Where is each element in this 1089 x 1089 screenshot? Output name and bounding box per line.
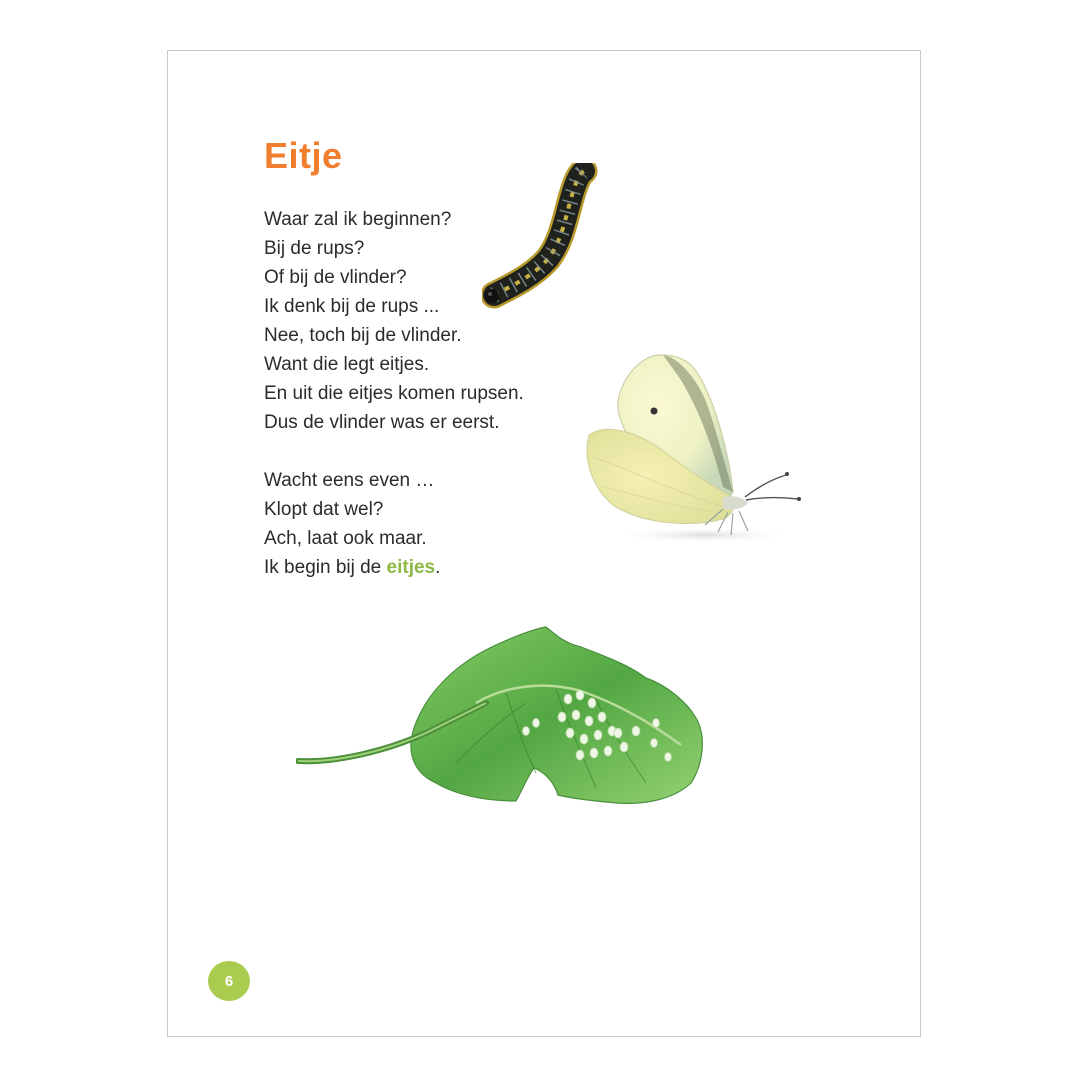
last-line-suffix: . xyxy=(435,557,441,578)
poem-line: Ach, laat ook maar. xyxy=(264,528,427,549)
poem-stanza-2 xyxy=(264,466,584,582)
last-line-prefix: Ik begin bij de xyxy=(264,557,387,578)
poem-line: Ik denk bij de rups ... xyxy=(264,296,440,317)
caterpillar-illustration xyxy=(482,163,612,313)
poem-line: Waar zal ik beginnen? xyxy=(264,209,452,230)
book-page xyxy=(167,50,921,1037)
highlight-word: eitjes xyxy=(386,557,436,578)
poem-last-line xyxy=(264,553,584,582)
poem-line: Nee, toch bij de vlinder. xyxy=(264,325,462,346)
leaf-with-eggs-illustration xyxy=(296,623,711,813)
butterfly-illustration xyxy=(583,347,808,547)
poem-line: Bij de rups? xyxy=(264,238,365,259)
poem-line: Klopt dat wel? xyxy=(264,499,384,520)
page-number-badge: 6 xyxy=(208,961,250,1001)
poem-line: Want die legt eitjes. xyxy=(264,354,430,375)
poem-line: Wacht eens even … xyxy=(264,470,435,491)
poem-line: Dus de vlinder was er eerst. xyxy=(264,412,500,433)
page-title: Eitje xyxy=(264,135,343,176)
poem-line: Of bij de vlinder? xyxy=(264,267,407,288)
poem-line: En uit die eitjes komen rupsen. xyxy=(264,383,524,404)
